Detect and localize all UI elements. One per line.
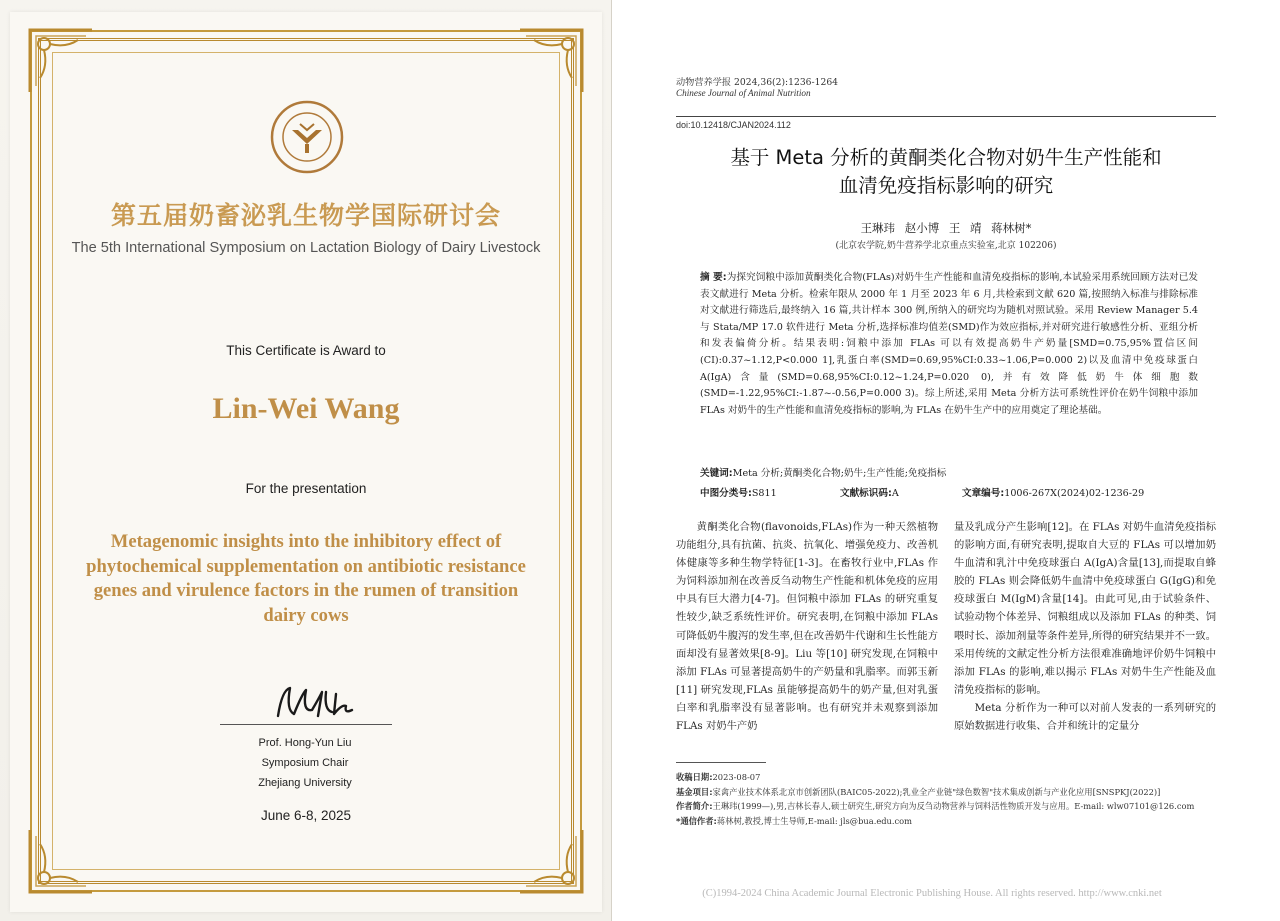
presentation-title-line: dairy cows: [263, 604, 349, 626]
article-number: [962, 485, 1144, 499]
doc-value: A: [891, 488, 899, 499]
received-date: 2023-08-07: [712, 772, 761, 782]
article-value: 1006-267X(2024)02-1236-29: [1004, 488, 1145, 499]
author-bio-text: 王琳玮(1999—),男,吉林长春人,硕士研究生,研究方向为反刍动物营养与饲料活性物质开发与应用。E-mail: wlw07101@126.com: [712, 801, 1195, 811]
presentation-title-line: genes and virulence factors in the rumen of transition: [93, 580, 519, 601]
abstract-text: 为探究饲粮中添加黄酮类化合物(FLAs)对奶牛生产性能和血清免疫指标的影响,本试验采用系统回顾方法对已发表文献进行 Meta 分析。检索年限从 2000 年 1 月至 2023 年 6 月,共检索到文献 620 篇,按照纳入标准与排除标准对文献进行筛选后,最终纳入 16 篇,共计样本 300 例,所纳入的研究均为随机对照试验。采用 Review Manager 5.4 与 Stata/MP 17.0 软件进行 Meta 分析,选择标准均值差(SMD)作为效应指标,并对研究进行敏感性分析、亚组分析和发表偏倚分析。结果表明:饲粮中添加 FLAs 可以有效提高奶牛产奶量[SMD=0.75,95%置信区间(CI):0.37~1.12,P<0.000 1],乳蛋白率(SMD=0.69,95%CI:0.33~1.06,P=0.000 2)以及血清中免疫球蛋白 A(IgA)含量(SMD=0.68,95%CI:0.12~1.24,P=0.020 0),并有效降低奶牛体细胞数(SMD=-1.22,95%CI:-1.87~-0.56,P=0.000 3)。综上所述,采用 Meta 分析方法可系统性评价在奶牛饲粮中添加 FLAs 对奶牛的生产性能和血清免疫指标的影响,为 FLAs 在奶牛生产中的应用奠定了理论基础。: [700, 272, 1198, 416]
keywords-label: 关键词:: [700, 468, 733, 479]
certificate: [0, 0, 612, 921]
cnki-copyright-watermark: (C)1994-2024 China Academic Journal Electronic Publishing House. All rights reserved. http://www.cnki.net: [702, 888, 1162, 899]
paper-keywords: [700, 465, 1198, 479]
recipient-name: Lin-Wei Wang: [212, 392, 400, 425]
for-line: For the presentation: [245, 481, 367, 496]
header-rule: [676, 116, 1216, 117]
article-label: 文章编号:: [962, 488, 1005, 499]
symposium-date: June 6-8, 2025: [260, 808, 352, 823]
journal-name-en: Chinese Journal of Animal Nutrition: [676, 88, 811, 98]
class-value: S811: [751, 488, 777, 499]
footnote-corresponding: [676, 814, 1216, 829]
corner-ornament-icon: [26, 826, 96, 896]
body-column-right: [954, 518, 1216, 735]
award-line: This Certificate is Award to: [226, 343, 386, 358]
presentation-title-line: Metagenomic insights into the inhibitory effect of: [110, 531, 502, 552]
corner-ornament-icon: [26, 26, 96, 96]
footnote-rule: [676, 762, 766, 763]
corner-ornament-icon: [516, 26, 586, 96]
keywords-text: Meta 分析;黄酮类化合物;奶牛;生产性能;免疫指标: [732, 468, 947, 479]
journal-citation-cn: 动物营养学报 2024,36(2):1236-1264: [676, 77, 839, 88]
received-label: 收稿日期:: [676, 772, 713, 782]
body-column-left: [676, 518, 938, 735]
paper-affiliation: (北京农学院,奶牛营养学北京重点实验室,北京 102206): [835, 241, 1057, 251]
fund-text: 家禽产业技术体系北京市创新团队(BAIC05-2022);乳业全产业链"绿色数智"技术集成创新与产业化应用[SNSPKJ(2022)]: [712, 786, 1161, 797]
doc-label: 文献标识码:: [840, 488, 892, 499]
class-number: [700, 485, 777, 499]
signer-role: Symposium Chair: [261, 757, 349, 769]
paper-title: [676, 144, 1216, 200]
paper-authors: 王琳玮 赵小博 王 靖 蒋林树*: [860, 221, 1032, 235]
corresponding-label: *通信作者:: [676, 815, 717, 826]
fund-label: 基金项目:: [676, 786, 713, 797]
journal-paper-page: [612, 0, 1280, 921]
corner-ornament-icon: [516, 826, 586, 896]
footnote-received: [676, 770, 1216, 785]
abstract-label: 摘 要:: [700, 272, 727, 283]
presentation-title-line: phytochemical supplementation on antibiotic resistance: [86, 555, 526, 577]
body-paragraph: 黄酮类化合物(flavonoids,FLAs)作为一种天然植物功能组分,具有抗菌、抗炎、抗氧化、增强免疫力、改善机体健康等多种生物学特征[1-3]。在畜牧行业中,FLAs 作为饲料添加剂在改善反刍动物生产性能和机体免疫的应用中具有巨大潜力[4-7]。但饲粮中添加 FLAs 的研究重复性较少,缺乏系统性评价。研究表明,在饲粮中添加 FLAs 可降低奶牛腹泻的发生率,但在改善奶牛代谢和生长性能方面却没有显著效果[8-9]。Liu 等[10] 研究发现,在饲粮中添加 FLAs 可显著提高奶牛的产奶量和乳脂率。而郭玉新[11] 研究发现,FLAs 虽能够提高奶牛的奶产量,但对乳蛋白率和乳脂率没有显著影响。也有研究并未观察到添加 FLAs 对奶牛产奶: [676, 521, 938, 733]
symposium-title-en: The 5th International Symposium on Lactation Biology of Dairy Livestock: [71, 240, 541, 256]
corresponding-text: 蒋林树,教授,博士生导师,E-mail: jls@bua.edu.com: [716, 815, 913, 826]
body-paragraph: Meta 分析作为一种可以对前人发表的一系列研究的原始数据进行收集、合并和统计的定量分: [954, 701, 1216, 733]
signer-name: Prof. Hong-Yun Liu: [258, 737, 352, 749]
paper-abstract: [700, 270, 1198, 419]
document-code: [840, 485, 899, 499]
author-bio-label: 作者简介:: [676, 801, 713, 811]
doi: doi:10.12418/CJAN2024.112: [676, 120, 791, 130]
signer-institution: Zhejiang University: [258, 777, 352, 789]
footnote-fund: [676, 785, 1216, 800]
body-paragraph: 量及乳成分产生影响[12]。在 FLAs 对奶牛血清免疫指标的影响方面,有研究表明,提取自大豆的 FLAs 可以增加奶牛血清和乳汁中免疫球蛋白 A(IgA)含量[13],而提取自蜂胶的 FLAs 则会降低奶牛血清中免疫球蛋白 G(IgG)和免疫球蛋白 M(IgM)含量[14]。由此可见,由于试验条件、试验动物个体差异、饲粮组成以及添加 FLAs 的种类、饲喂时长、添加剂量等条件差异,所得的研究结果并不一致。采用传统的文献定性分析方法很难准确地评价奶牛饲粮中添加 FLAs 的影响,难以揭示 FLAs 对奶牛生产性能及血清免疫指标的影响。: [954, 521, 1216, 696]
paper-title-line: 基于 Meta 分析的黄酮类化合物对奶牛生产性能和: [730, 146, 1162, 169]
symposium-title-cn: 第五届奶畜泌乳生物学国际研讨会: [110, 201, 501, 230]
university-seal-logo: [270, 100, 344, 174]
footnotes: [676, 770, 1216, 828]
signature-line: [220, 724, 392, 725]
class-label: 中图分类号:: [700, 488, 752, 499]
presentation-title: [70, 530, 542, 628]
paper-title-line: 血清免疫指标影响的研究: [838, 174, 1054, 197]
footnote-author: [676, 799, 1216, 814]
handwritten-signature: [272, 680, 362, 724]
signer-block: [205, 733, 405, 793]
